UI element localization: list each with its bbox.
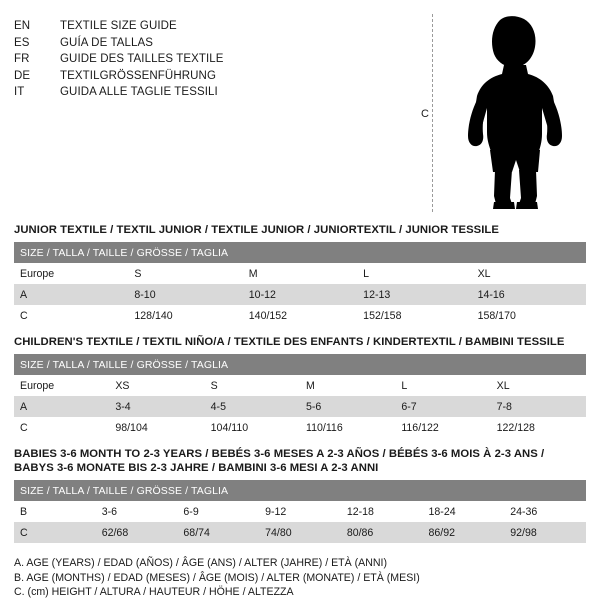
legend-notes xyxy=(14,556,586,600)
language-code: EN xyxy=(14,20,31,32)
cell: 18-24 xyxy=(423,501,505,522)
cell: 4-5 xyxy=(205,396,300,417)
size-table-junior xyxy=(14,242,586,326)
cell: 104/110 xyxy=(205,417,300,438)
language-title: TEXTILE SIZE GUIDE xyxy=(60,20,177,32)
cell: XL xyxy=(472,263,586,284)
language-title-list xyxy=(14,14,414,101)
cell: 122/128 xyxy=(491,417,586,438)
cell: M xyxy=(300,375,395,396)
table-header-row xyxy=(14,354,586,375)
language-code: FR xyxy=(14,53,30,65)
cell: 6-7 xyxy=(395,396,490,417)
row-label: B xyxy=(14,501,96,522)
cell: 12-18 xyxy=(341,501,423,522)
language-row xyxy=(14,51,414,68)
section-title: JUNIOR TEXTILE / TEXTIL JUNIOR / TEXTILE JUNIOR / JUNIORTEXTIL / JUNIOR TESSILE xyxy=(14,224,499,236)
table-header-label: SIZE / TALLA / TAILLE / GRÖSSE / TAGLIA xyxy=(14,480,586,501)
measurement-figure xyxy=(414,14,586,214)
table-row xyxy=(14,375,586,396)
table-row xyxy=(14,263,586,284)
row-label: C xyxy=(14,417,109,438)
height-measure-line xyxy=(432,14,433,212)
section-junior-textile xyxy=(14,223,586,326)
cell: 7-8 xyxy=(491,396,586,417)
language-row xyxy=(14,68,414,85)
legend-note: C. (cm) HEIGHT / ALTURA / HAUTEUR / HÖHE / ALTEZZA xyxy=(14,586,294,598)
section-babies-textile xyxy=(14,447,586,543)
table-header-row xyxy=(14,242,586,263)
cell: L xyxy=(395,375,490,396)
table-header-label: SIZE / TALLA / TAILLE / GRÖSSE / TAGLIA xyxy=(14,242,586,263)
cell: 116/122 xyxy=(395,417,490,438)
language-title: GUÍA DE TALLAS xyxy=(60,36,154,49)
cell: 86/92 xyxy=(423,522,505,543)
cell: XS xyxy=(109,375,204,396)
toddler-silhouette-icon xyxy=(454,16,574,217)
cell: L xyxy=(357,263,471,284)
language-title: TEXTILGRÖSSENFÜHRUNG xyxy=(60,69,216,82)
cell: S xyxy=(128,263,242,284)
size-table-babies xyxy=(14,480,586,543)
cell: XL xyxy=(491,375,586,396)
cell: 9-12 xyxy=(259,501,341,522)
cell: 5-6 xyxy=(300,396,395,417)
row-label: Europe xyxy=(14,263,128,284)
cell: 92/98 xyxy=(504,522,586,543)
cell: 68/74 xyxy=(177,522,259,543)
cell: 62/68 xyxy=(96,522,178,543)
language-row xyxy=(14,35,414,52)
table-row xyxy=(14,305,586,326)
cell: 80/86 xyxy=(341,522,423,543)
cell: M xyxy=(243,263,357,284)
section-title: CHILDREN'S TEXTILE / TEXTIL NIÑO/A / TEXTILE DES ENFANTS / KINDERTEXTIL / BAMBINI TESSILE xyxy=(14,336,565,348)
measure-label-c: C xyxy=(421,108,429,120)
cell: 110/116 xyxy=(300,417,395,438)
language-row xyxy=(14,84,414,101)
cell: 74/80 xyxy=(259,522,341,543)
size-table-children xyxy=(14,354,586,438)
language-code: ES xyxy=(14,36,30,49)
table-header-label: SIZE / TALLA / TAILLE / GRÖSSE / TAGLIA xyxy=(14,354,586,375)
row-label: C xyxy=(14,522,96,543)
legend-note: B. AGE (MONTHS) / EDAD (MESES) / ÂGE (MOIS) / ALTER (MONATE) / ETÀ (MESI) xyxy=(14,571,420,584)
section-childrens-textile xyxy=(14,335,586,438)
row-label: A xyxy=(14,284,128,305)
language-title: GUIDA ALLE TAGLIE TESSILI xyxy=(60,86,218,98)
cell: 98/104 xyxy=(109,417,204,438)
cell: 152/158 xyxy=(357,305,471,326)
cell: 140/152 xyxy=(243,305,357,326)
cell: 14-16 xyxy=(472,284,586,305)
table-row xyxy=(14,501,586,522)
cell: 8-10 xyxy=(128,284,242,305)
cell: 128/140 xyxy=(128,305,242,326)
language-row xyxy=(14,18,414,35)
section-title: BABIES 3-6 MONTH TO 2-3 YEARS / BEBÉS 3-6 MESES A 2-3 AÑOS / BÉBÉS 3-6 MOIS À 2-3 ANS / BABYS 3-6 MONATE BIS 2-3 JAHRE / BAMBINI 3-6 MESI A 2-3 ANNI xyxy=(14,448,545,474)
cell: 24-36 xyxy=(504,501,586,522)
cell: 12-13 xyxy=(357,284,471,305)
row-label: Europe xyxy=(14,375,109,396)
table-row xyxy=(14,284,586,305)
cell: 6-9 xyxy=(177,501,259,522)
table-row xyxy=(14,417,586,438)
cell: 3-6 xyxy=(96,501,178,522)
header xyxy=(14,14,586,214)
row-label: C xyxy=(14,305,128,326)
cell: 3-4 xyxy=(109,396,204,417)
row-label: A xyxy=(14,396,109,417)
cell: 158/170 xyxy=(472,305,586,326)
language-title: GUIDE DES TAILLES TEXTILE xyxy=(60,53,224,65)
legend-note: A. AGE (YEARS) / EDAD (AÑOS) / ÂGE (ANS) / ALTER (JAHRE) / ETÀ (ANNI) xyxy=(14,557,387,569)
language-code: DE xyxy=(14,69,31,82)
table-row xyxy=(14,396,586,417)
language-code: IT xyxy=(14,86,25,98)
cell: 10-12 xyxy=(243,284,357,305)
table-row xyxy=(14,522,586,543)
table-header-row xyxy=(14,480,586,501)
cell: S xyxy=(205,375,300,396)
